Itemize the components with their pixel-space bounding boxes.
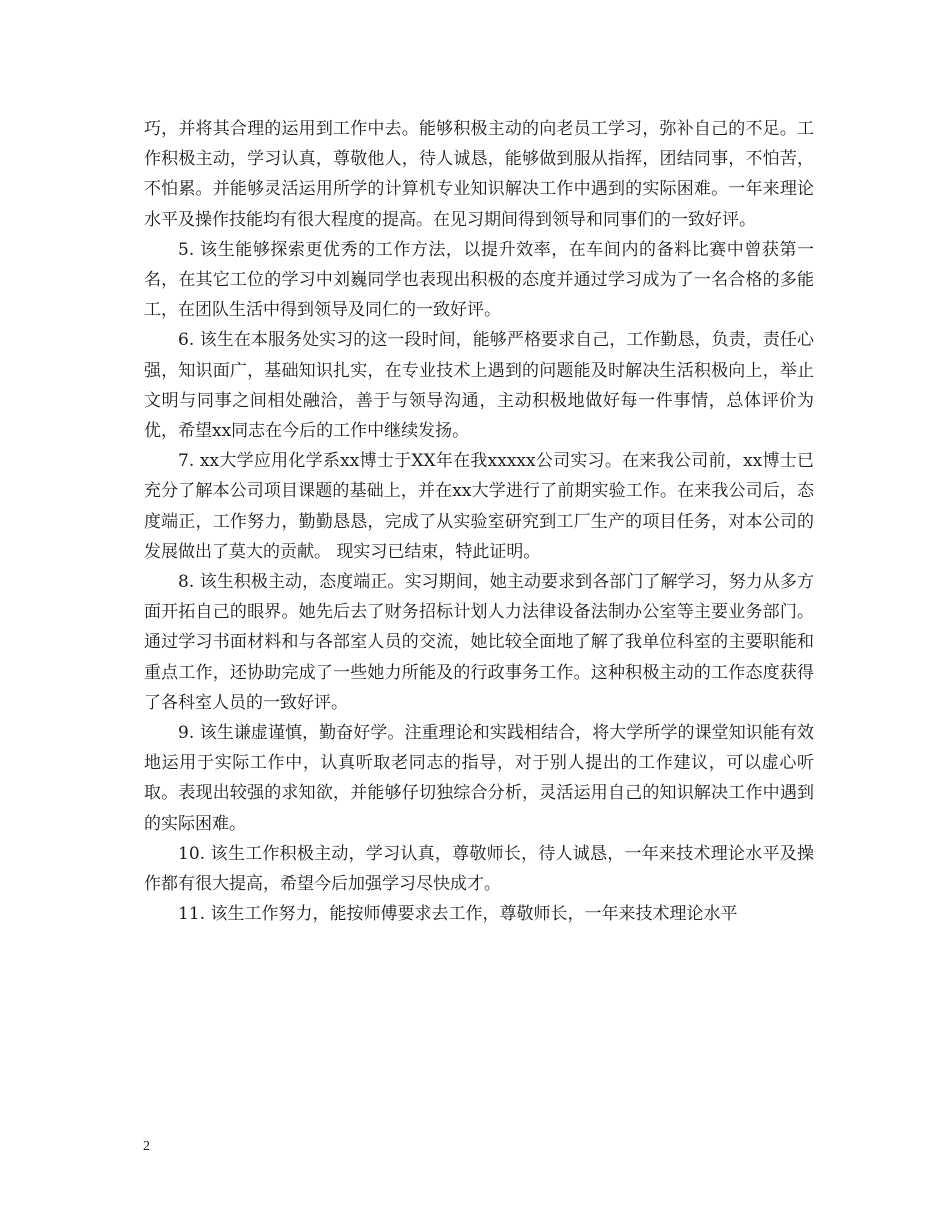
paragraph-item-11: 11. 该生工作努力，能按师傅要求去工作，尊敬师长，一年来技术理论水平	[178, 904, 738, 925]
paragraph-item-8: 8. 该生积极主动，态度端正。实习期间，她主动要求到各部门了解学习，努力从多方面开拓自己的眼界。她先后去了财务招标计划人力法律设备法制办公室等主要业务部门。通过学习书面材料和与各部室人员的交流，她比较全面地了解了我单位科室的主要职能和重点工作，还协助完成了一些她力所能及的行政事务工作。这种积极主动的工作态度获得了各科室人员的一致好评。	[144, 572, 814, 713]
paragraph-item-9: 9. 该生谦虚谨慎，勤奋好学。注重理论和实践相结合，将大学所学的课堂知识能有效地运用于实际工作中，认真听取老同志的指导，对于别人提出的工作建议，可以虚心听取。表现出较强的求知欲，并能够仔切独综合分析，灵活运用自己的知识解决工作中遇到的实际困难。	[144, 723, 814, 834]
paragraph-item-10: 10. 该生工作积极主动，学习认真，尊敬师长，待人诚恳，一年来技术理论水平及操作都有很大提高，希望今后加强学习尽快成才。	[144, 843, 814, 895]
paragraph-item-6: 6. 该生在本服务处实习的这一段时间，能够严格要求自己，工作勤恳，负责，责任心强，知识面广，基础知识扎实，在专业技术上遇到的问题能及时解决生活积极向上，举止文明与同事之间相处融洽，善于与领导沟通，主动积极地做好每一件事情，总体评价为优，希望xx同志在今后的工作中继续发扬。	[144, 330, 814, 442]
paragraph-continuation: 巧，并将其合理的运用到工作中去。能够积极主动的向老员工学习，弥补自己的不足。工作积极主动，学习认真，尊敬他人，待人诚恳，能够做到服从指挥，团结同事，不怕苦，不怕累。并能够灵活运用所学的计算机专业知识解决工作中遇到的实际困难。一年来理论水平及操作技能均有很大程度的提高。在见习期间得到领导和同事们的一致好评。	[144, 119, 814, 230]
body-text	[144, 114, 814, 929]
page-number: 2	[143, 1139, 150, 1154]
paragraph-item-5: 5. 该生能够探索更优秀的工作方法，以提升效率，在车间内的备料比赛中曾获第一名，在其它工位的学习中刘巍同学也表现出积极的态度并通过学习成为了一名合格的多能工，在团队生活中得到领导及同仁的一致好评。	[144, 239, 814, 321]
paragraph-item-7: 7. xx大学应用化学系xx博士于XX年在我xxxxx公司实习。在来我公司前，xx博士已充分了解本公司项目课题的基础上，并在xx大学进行了前期实验工作。在来我公司后，态度端正，工作努力，勤勤恳恳，完成了从实验室研究到工厂生产的项目任务，对本公司的发展做出了莫大的贡献。 现实习已结束，特此证明。	[144, 451, 814, 562]
